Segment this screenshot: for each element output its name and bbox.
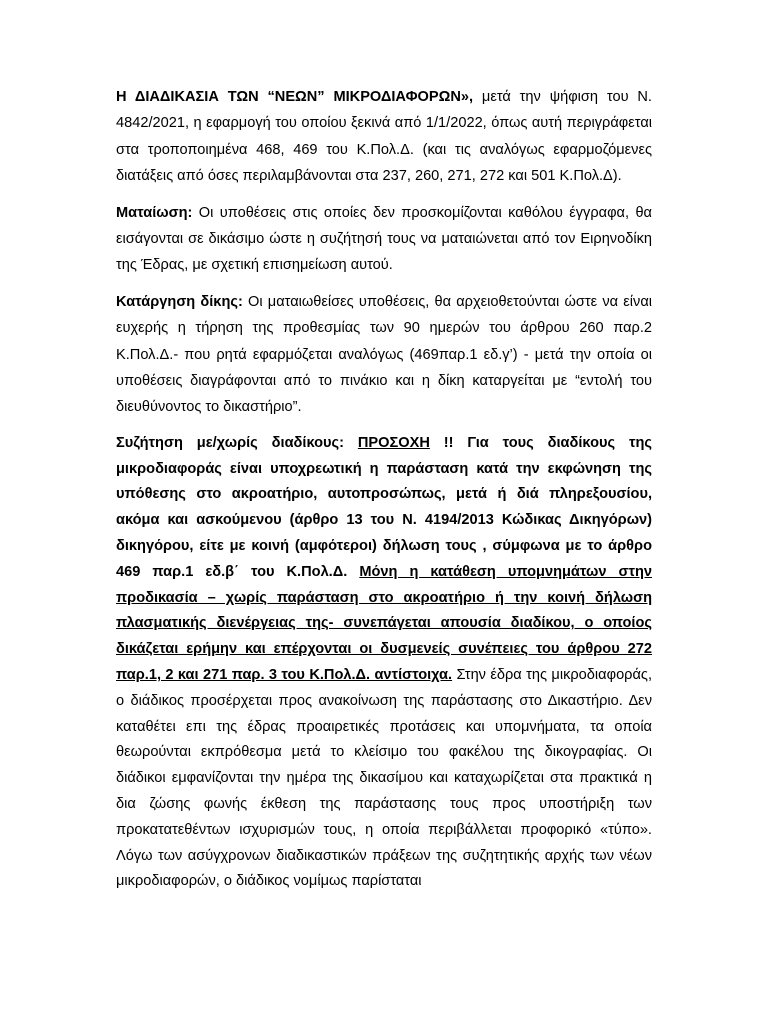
heading-termination: Κατάργηση δίκης: bbox=[116, 293, 243, 310]
paragraph-text: Στην έδρα της μικροδιαφοράς, ο διάδικος προσέρχεται προς ανακοίνωση της παράστασης στο Δικαστήριο. Δεν καταθέτει επι της έδρας προαιρετικές προτάσεις και υπομνήματα, τα οποία θεωρούνται εκπρόθεσμα μετά το κλείσιμο του φακέλου της δικογραφίας. Οι διάδικοι εμφανίζονται την ημέρα της δικασίμου και καταχωρίζεται στα πρακτικά η δια ζώσης φωνής έκθεση της παράστασης τους προς υποστήριξη των προκατατεθέντων ισχυρισμών τους, η οποία περιβάλλεται προφορικό «τύπο». Λόγω των ασύγχρονων διαδικαστικών πράξεων της συζητητικής αρχής των νέων μικροδιαφορών, ο διάδικος νομίμως παρίσταται bbox=[116, 667, 653, 890]
space bbox=[347, 564, 359, 580]
heading-cancellation: Ματαίωση: bbox=[116, 204, 193, 221]
consequences-text: Μόνη η κατάθεση υπομνημάτων στην προδικασία – χωρίς παράσταση στο ακροατήριο ή την κοινή δήλωση πλασματικής διενέργειας της- συνεπάγεται απουσία διαδίκου, ο οποίος δικάζεται ερήμην και επέρχονται οι δυσμενείς συνέπειες του άρθρου 272 παρ.1, 2 και 271 παρ. 3 του Κ.Πολ.Δ. αντίστοιχα. bbox=[116, 563, 652, 684]
paragraph-cancellation bbox=[116, 200, 652, 279]
paragraph-text: Οι υποθέσεις στις οποίες δεν προσκομίζονται καθόλου έγγραφα, θα εισάγονται σε δικάσιμο ώστε η συζήτησή τους να ματαιώνεται από τον Ειρηνοδίκη της Έδρας, με σχετική επισημείωση αυτού. bbox=[116, 204, 652, 274]
heading-new-small-claims: Η ΔΙΑΔΙΚΑΣΙΑ ΤΩΝ “ΝΕΩΝ” ΜΙΚΡΟΔΙΑΦΟΡΩΝ», bbox=[116, 89, 474, 105]
underlined-consequences bbox=[116, 564, 652, 683]
paragraph-hearing-with-without-parties bbox=[116, 431, 652, 895]
paragraph-text: μετά την ψήφιση του Ν. 4842/2021, η εφαρμογή του οποίου ξεκινά από 1/1/2022, όπως αυτή περιγράφεται στα τροποποιημένα 468, 469 του Κ.Πολ.Δ. (και τις αναλόγως εφαρμοζόμενες διατάξεις από όσες περιλαμβάνονται στα 237, 260, 271, 272 και 501 Κ.Πολ.Δ). bbox=[116, 89, 652, 185]
attention-notice bbox=[358, 435, 430, 451]
bold-text: !! Για τους διαδίκους της μικροδιαφοράς είναι υποχρεωτική η παράσταση κατά την εκφώνηση της υπόθεσης στο ακροατήριο, αυτοπροσώπως, μετά ή διά πληρεξουσίου, ακόμα και ασκούμενου (άρθρο 13 του Ν. 4194/2013 Κώδικας Δικηγόρων) δικηγόρου, είτε με κοινή (αμφότεροι) δήλωση τους , σύμφωνα με το άρθρο 469 παρ.1 εδ.β΄ του Κ.Πολ.Δ. bbox=[116, 434, 652, 580]
attention-label: ΠΡΟΣΟΧΗ bbox=[357, 434, 430, 451]
paragraph-termination bbox=[116, 289, 652, 421]
document-page bbox=[116, 84, 652, 905]
heading-hearing: Συζήτηση με/χωρίς διαδίκους: bbox=[116, 434, 344, 451]
paragraph-new-small-claims-procedure bbox=[116, 84, 652, 190]
paragraph-text: Οι ματαιωθείσες υποθέσεις, θα αρχειοθετούνται ώστε να είναι ευχερής η τήρηση της προθεσμίας των 90 ημερών του άρθρου 260 παρ.2 Κ.Πολ.Δ.- που ρητά εφαρμόζεται αναλόγως (469παρ.1 εδ.γ’) - μετά την οποία οι υποθέσεις διαγράφονται από το πινάκιο και η δίκη καταργείται με “εντολή του διευθύνοντος το δικαστήριο”. bbox=[116, 293, 652, 416]
space bbox=[344, 435, 358, 451]
